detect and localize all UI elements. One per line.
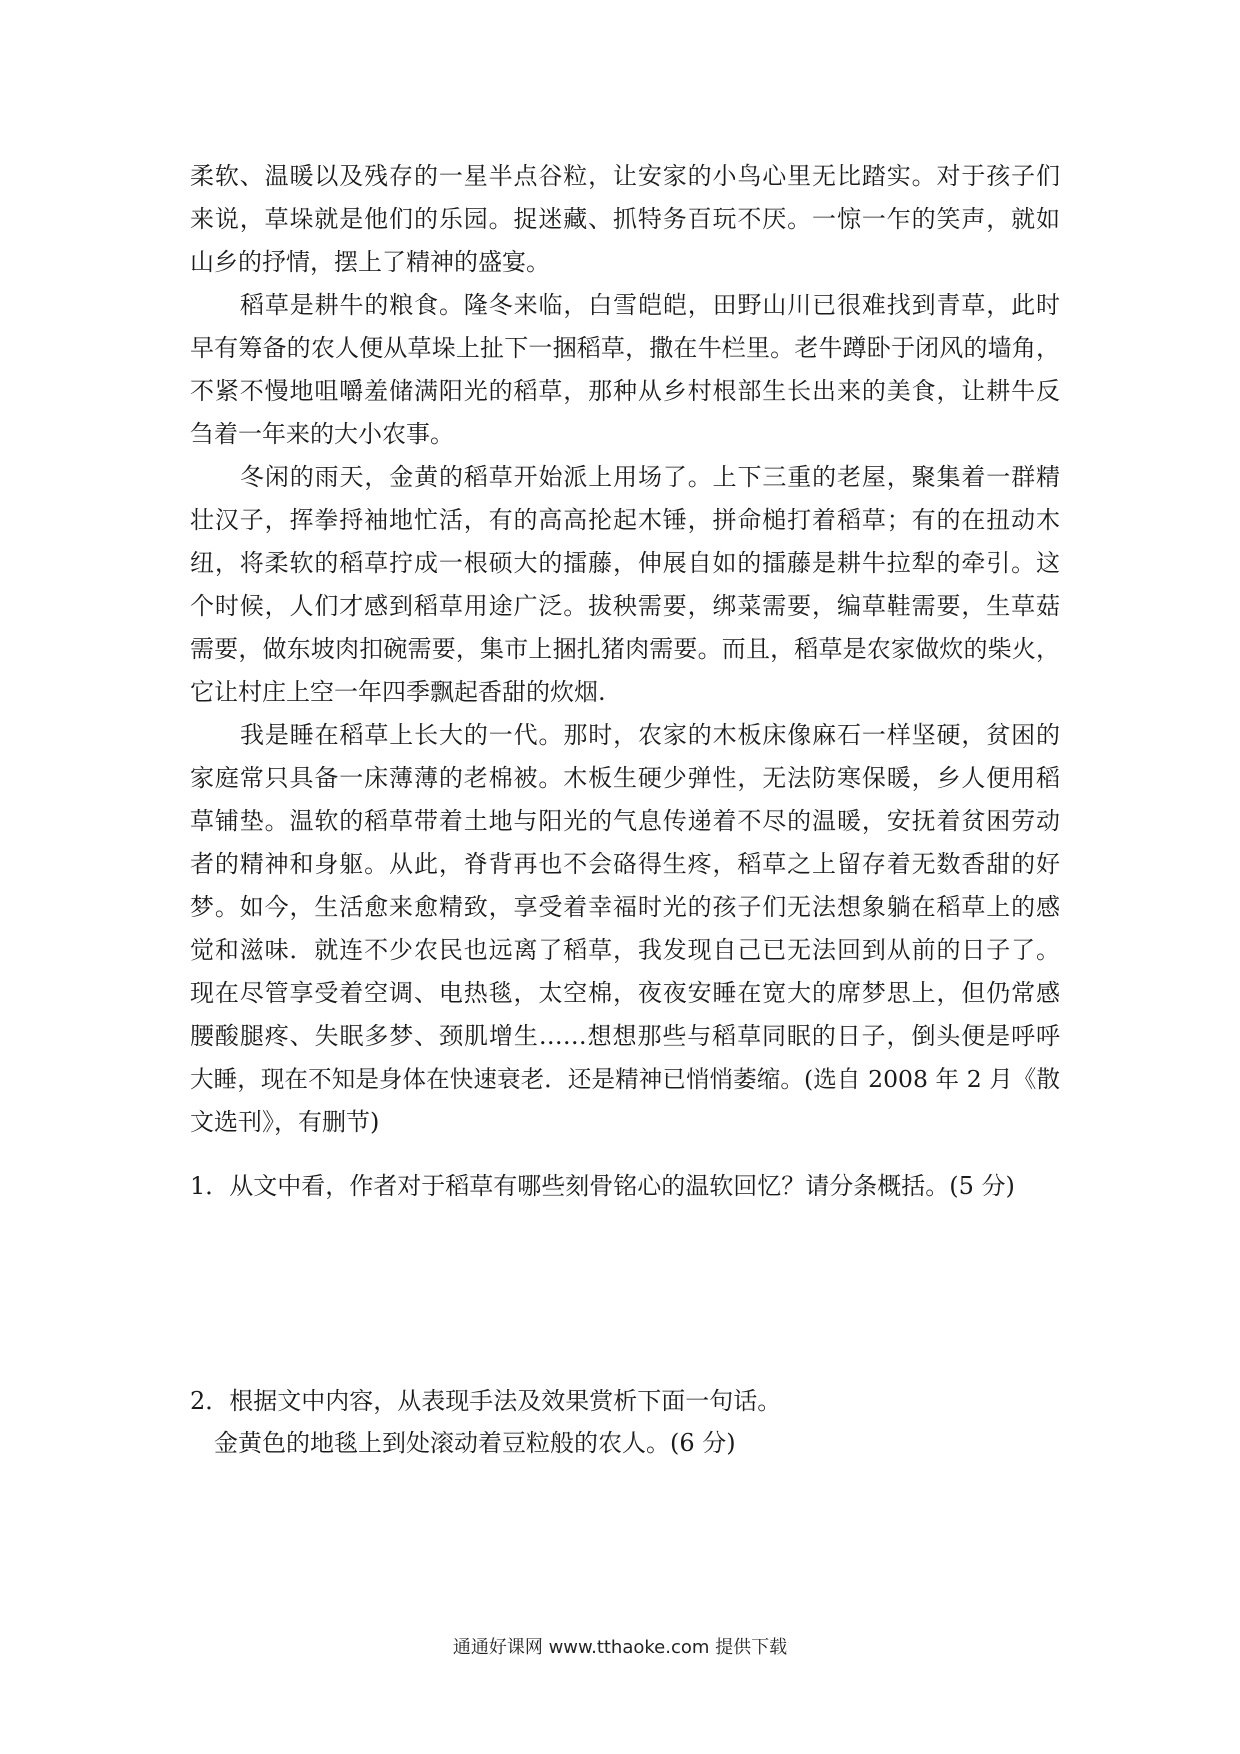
passage-line: 觉和滋味．就连不少农民也远离了稻草，我发现自己已无法回到从前的日子了。 (190, 936, 1060, 964)
passage-line: 冬闲的雨天，金黄的稻草开始派上用场了。上下三重的老屋，聚集着一群精 (240, 463, 1060, 491)
passage-line: 壮汉子，挥拳捋袖地忙活，有的高高抡起木锤，拼命槌打着稻草；有的在扭动木 (190, 506, 1060, 534)
passage-line: 者的精神和身躯。从此，脊背再也不会硌得生疼，稻草之上留存着无数香甜的好 (190, 850, 1060, 878)
question-1: 1．从文中看，作者对于稻草有哪些刻骨铭心的温软回忆？请分条概括。(5 分) (190, 1172, 1015, 1200)
footer-credit: 通通好课网 www.tthaoke.com 提供下载 (452, 1637, 788, 1658)
passage-line: 稻草是耕牛的粮食。隆冬来临，白雪皑皑，田野山川已很难找到青草，此时 (240, 291, 1060, 319)
question-2-sentence: 金黄色的地毯上到处滚动着豆粒般的农人。(6 分) (214, 1429, 736, 1457)
passage-line: 它让村庄上空一年四季飘起香甜的炊烟. (190, 678, 606, 706)
passage-line: 大睡，现在不知是身体在快速衰老．还是精神已悄悄萎缩。(选自 2008 年 2 月《散 (190, 1065, 1060, 1093)
passage-line: 个时候，人们才感到稻草用途广泛。拔秧需要，绑菜需要，编草鞋需要，生草菇 (190, 592, 1060, 620)
passage-body (190, 155, 1060, 1144)
passage-line: 不紧不慢地咀嚼羞储满阳光的稻草，那种从乡村根部生长出来的美食，让耕牛反 (190, 377, 1060, 405)
passage-line: 柔软、温暖以及残存的一星半点谷粒，让安家的小鸟心里无比踏实。对于孩子们 (190, 162, 1060, 190)
passage-line: 需要，做东坡肉扣碗需要，集市上捆扎猪肉需要。而且，稻草是农家做炊的柴火， (190, 635, 1060, 663)
passage-line: 来说，草垛就是他们的乐园。捉迷藏、抓特务百玩不厌。一惊一乍的笑声，就如 (190, 205, 1060, 233)
passage-line: 家庭常只具备一床薄薄的老棉被。木板生硬少弹性，无法防寒保暖，乡人便用稻 (190, 764, 1060, 792)
passage-line: 纽，将柔软的稻草拧成一根硕大的擂藤，伸展自如的擂藤是耕牛拉犁的牵引。这 (190, 549, 1060, 577)
question-2: 2．根据文中内容，从表现手法及效果赏析下面一句话。 (190, 1387, 782, 1415)
passage-line: 文选刊》，有删节) (190, 1108, 380, 1136)
passage-line: 刍着一年来的大小农事。 (190, 420, 454, 448)
passage-line: 梦。如今，生活愈来愈精致，享受着幸福时光的孩子们无法想象躺在稻草上的感 (190, 893, 1060, 921)
passage-line: 我是睡在稻草上长大的一代。那时，农家的木板床像麻石一样坚硬，贫困的 (240, 721, 1060, 749)
passage-line: 山乡的抒情，摆上了精神的盛宴。 (190, 248, 550, 276)
passage-line: 早有筹备的农人便从草垛上扯下一捆稻草，撒在牛栏里。老牛蹲卧于闭风的墙角， (190, 334, 1060, 362)
passage-line: 草铺垫。温软的稻草带着土地与阳光的气息传递着不尽的温暖，安抚着贫困劳动 (190, 807, 1060, 835)
passage-line: 腰酸腿疼、失眠多梦、颈肌增生……想想那些与稻草同眠的日子，倒头便是呼呼 (190, 1022, 1060, 1050)
passage-line: 现在尽管享受着空调、电热毯，太空棉，夜夜安睡在宽大的席梦思上，但仍常感 (190, 979, 1060, 1007)
